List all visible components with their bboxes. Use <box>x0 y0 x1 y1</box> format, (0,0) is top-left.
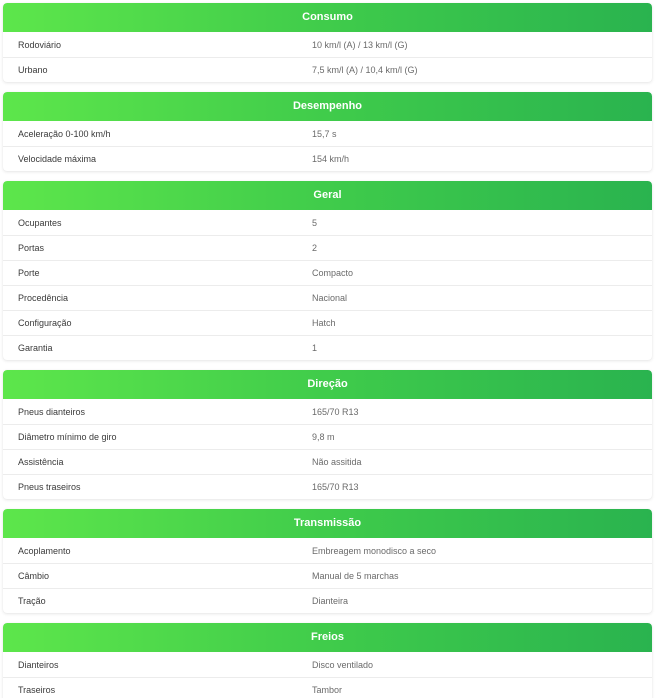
spec-value: 2 <box>312 243 318 253</box>
section-direcao <box>3 370 652 499</box>
spec-row <box>3 424 652 449</box>
spec-row <box>3 146 652 171</box>
spec-label: Pneus dianteiros <box>18 406 86 417</box>
spec-label: Câmbio <box>18 571 50 581</box>
spec-value: Nacional <box>312 293 348 303</box>
spec-value: 7,5 km/l (A) / 10,4 km/l (G) <box>312 65 418 75</box>
spec-label: Acoplamento <box>18 545 71 556</box>
spec-row <box>3 335 652 360</box>
spec-label: Dianteiros <box>18 659 59 670</box>
spec-value: Manual de 5 marchas <box>312 571 399 581</box>
spec-row <box>3 563 652 588</box>
spec-value: 1 <box>312 343 318 353</box>
section-freios <box>3 623 652 698</box>
spec-label: Portas <box>18 243 45 253</box>
spec-row <box>3 121 652 146</box>
spec-row <box>3 210 652 235</box>
spec-label: Configuração <box>18 318 72 328</box>
section-header: Freios <box>3 623 652 652</box>
spec-row <box>3 449 652 474</box>
spec-label: Garantia <box>18 343 53 353</box>
spec-label: Procedência <box>18 293 69 303</box>
spec-value: 5 <box>312 217 318 228</box>
section-transmissao <box>3 509 652 613</box>
spec-label: Rodoviário <box>18 39 62 50</box>
section-header: Transmissão <box>3 509 652 538</box>
spec-value: Disco ventilado <box>312 659 374 670</box>
spec-row <box>3 538 652 563</box>
spec-label: Velocidade máxima <box>18 154 97 164</box>
spec-value: Dianteira <box>312 596 349 606</box>
spec-label: Porte <box>18 268 40 278</box>
spec-label: Traseiros <box>18 685 56 695</box>
spec-value: 165/70 R13 <box>312 406 359 417</box>
section-geral <box>3 181 652 360</box>
spec-label: Assistência <box>18 457 64 467</box>
spec-label: Pneus traseiros <box>18 482 81 492</box>
spec-row <box>3 652 652 677</box>
section-header: Geral <box>3 181 652 210</box>
spec-row <box>3 32 652 57</box>
spec-row <box>3 235 652 260</box>
section-header: Consumo <box>3 3 652 32</box>
section-header: Desempenho <box>3 92 652 121</box>
spec-value: Compacto <box>312 268 354 278</box>
spec-label: Aceleração 0-100 km/h <box>18 128 111 139</box>
spec-value: Tambor <box>312 685 343 695</box>
spec-label: Tração <box>18 596 46 606</box>
spec-row <box>3 57 652 82</box>
spec-value: Embreagem monodisco a seco <box>312 545 437 556</box>
spec-row <box>3 399 652 424</box>
section-header: Direção <box>3 370 652 399</box>
spec-row <box>3 474 652 499</box>
spec-row <box>3 285 652 310</box>
spec-value: 165/70 R13 <box>312 482 359 492</box>
spec-value: 154 km/h <box>312 154 350 164</box>
spec-value: 15,7 s <box>312 128 337 139</box>
spec-row <box>3 677 652 698</box>
spec-label: Diâmetro mínimo de giro <box>18 432 117 442</box>
spec-value: 9,8 m <box>312 432 335 442</box>
spec-row <box>3 260 652 285</box>
spec-label: Urbano <box>18 65 48 75</box>
section-consumo <box>3 3 652 82</box>
spec-value: Não assitida <box>312 457 362 467</box>
spec-value: 10 km/l (A) / 13 km/l (G) <box>312 39 408 50</box>
spec-value: Hatch <box>312 318 336 328</box>
spec-label: Ocupantes <box>18 217 62 228</box>
section-desempenho <box>3 92 652 171</box>
spec-row <box>3 588 652 613</box>
spec-row <box>3 310 652 335</box>
